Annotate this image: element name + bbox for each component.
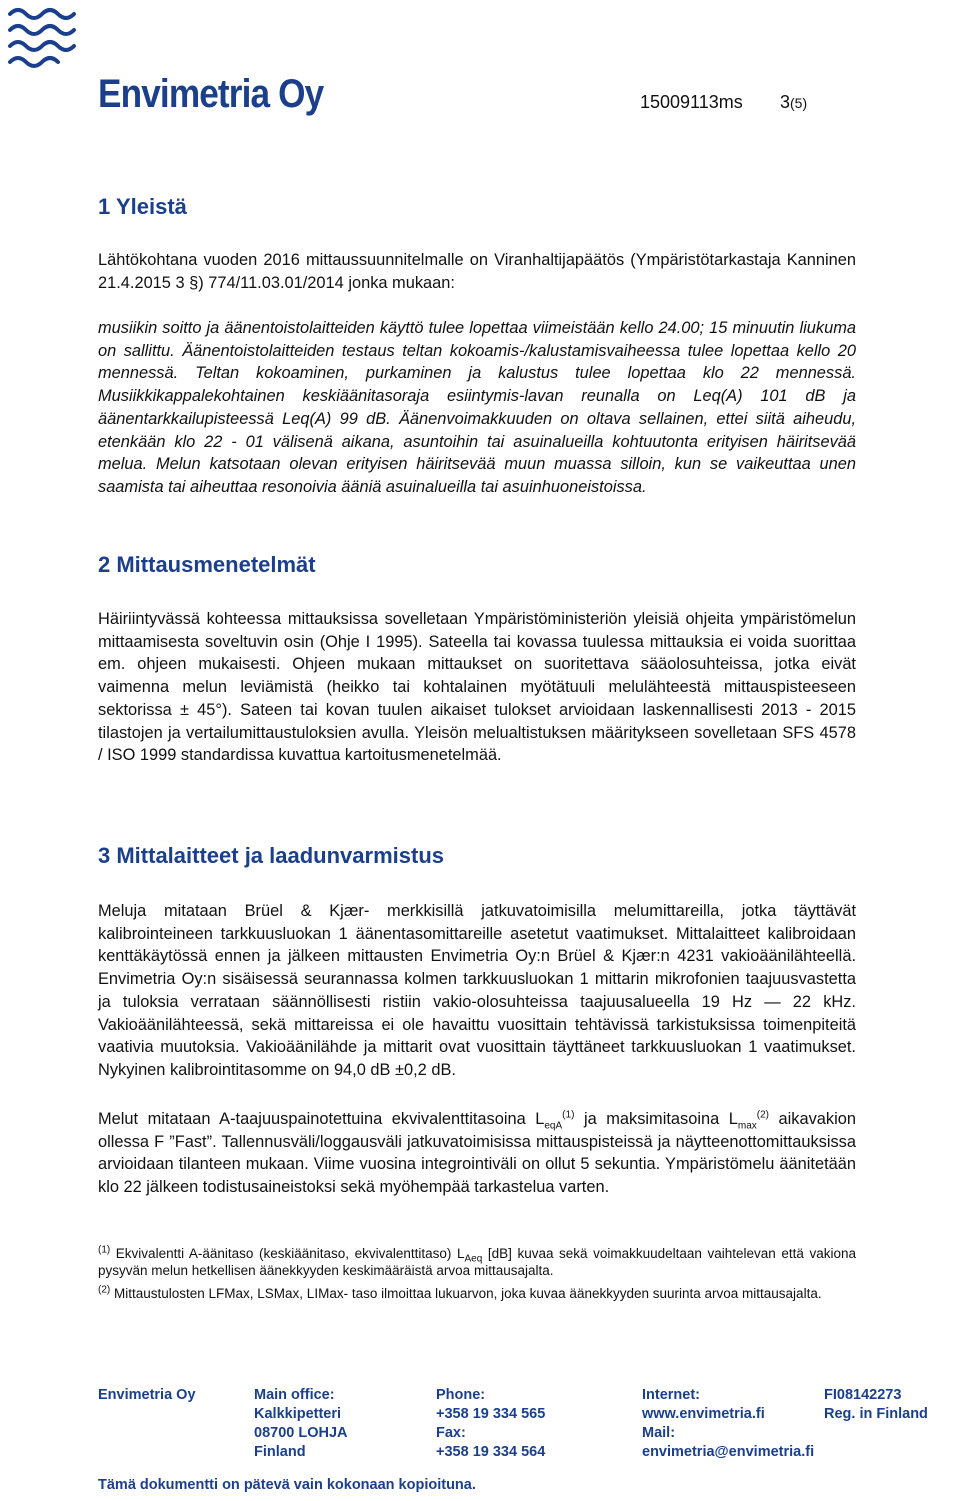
section-1-title: 1 Yleistä bbox=[98, 194, 187, 219]
section-2-title: 2 Mittausmenetelmät bbox=[98, 552, 316, 577]
section-3-text-2: Melut mitataan A-taajuuspainotettuina ekvivalenttitasoina $L_{eqA}^{(1)}$ ja maksimitasoina $L_{max}^{(2)}$ aikavakion ollessa F ”Fast”. Tallennusväli/loggausväli jatkuvatoimisissa mittauspisteissä ja näytteenottomittauksissa arvioidaan tilanteen mukaan. Viime vuosina integrointiväli on ollut 5 sekuntia. Ympäristömelu äänitetään klo 22 jälkeen todistusaineistoksi sekä myöhempää tarkastelua varten. bbox=[98, 1109, 856, 1197]
footer-address: Main office: Kalkkipetteri 08700 LOHJA Finland bbox=[254, 1387, 348, 1460]
company-logo-icon bbox=[4, 0, 84, 80]
website-link[interactable]: www.envimetria.fi bbox=[642, 1406, 765, 1422]
section-1-requirements: musiikin soitto ja äänentoistolaitteiden käyttö tulee lopettaa viimeistään kello 24.00; 15 minuutin liukuma on sallittu. Äänentoistolaitteiden testaus teltan kokoamis-/kalustamisvaiheessa tulee lopettaa kello 20 mennessä. Teltan kokoaminen, purkaminen ja kalustus tulee lopettaa klo 22 mennessä. Musiikkikappalekohtainen keskiäänitasoraja esiintymis-lavan reunalla on Leq(A) 101 dB ja äänentarkkailupisteessä Leq(A) 99 dB. Äänenvoimakkuuden on oltava sellainen, ettei siitä aiheudu, etenkään klo 22 - 01 välisenä aikana, asuntoihin tai asuinalueilla kohtuutonta erityisen häiritsevää melua. Melun katsotaan olevan erityisen häiritsevää muun muassa silloin, kun se vaikeuttaa unen saamista tai aiheuttaa resonoivia ääniä asuinalueilla tai asuinhuoneistoissa. bbox=[98, 319, 856, 496]
footer-phone: Phone: +358 19 334 565 Fax: +358 19 334 564 bbox=[436, 1387, 546, 1460]
section-1-intro: Lähtökohtana vuoden 2016 mittaussuunnitelmalle on Viranhaltijapäätös (Ympäristötarkastaja Kanninen 21.4.2015 3 §) 774/11.03.01/2014 jonka mukaan: bbox=[98, 251, 856, 292]
section-3-text-1: Meluja mitataan Brüel & Kjær- merkkisillä jatkuvatoimisilla melumittareilla, jotka täyttävät kalibrointeineen tarkkuusluokan 1 äänentasomittareille asetetut vaatimukset. Mittalaitteet kalibroidaan kenttäkäytössä ennen ja jälkeen mittausten Envimetria Oy:n Brüel & Kjær:n 4231 vakioäänilähteellä. Envimetria Oy:n sisäisessä seurannassa kolmen tarkkuusluokan 1 mittarin mikrofonien taajuusvastetta ja tuloksia verrataan säännöllisesti ristiin vakio-olosuhteissa taajuusalueella 19 Hz — 22 kHz. Vakioäänilähteessä, sekä mittareissa ei ole havaittu vuosittain tehtävissä tarkistuksissa toimenpiteitä vaativia muutoksia. Vakioäänilähde ja mittarit ovat vuosittain täyttäneet tarkkuusluokan 1 vaatimukset. Nykyinen kalibrointitasomme on 94,0 dB ±0,2 dB. bbox=[98, 902, 856, 1079]
section-2-text: Häiriintyvässä kohteessa mittauksissa sovelletaan Ympäristöministeriön yleisiä ohjeita ympäristömelun mittaamisesta soveltuvin osin (Ohje I 1995). Sateella tai kovassa tuulessa mittauksia ei voida suorittaa em. ohjeen mukaisesti. Ohjeen mukaan mittaukset on suoritettava sääolosuhteissa, jotka eivät vaimenna melun leviämistä (heikko tai kohtalainen myötätuuli melulähteestä mittauspisteeseen sektorissa ± 45°). Sateen tai kovan tuulen aikaiset tulokset arvioidaan laskennallisesti 2013 - 2015 tilastojen ja vertailumittaustuloksien avulla. Yleisön melualtistuksen määritykseen sovelletaan SFS 4578 / ISO 1999 standardissa kuvattua kartoitusmenetelmää. bbox=[98, 610, 856, 765]
footnote-2: $^{(2)}$ Mittaustulosten LFMax, LSMax, LIMax- taso ilmoittaa lukuarvon, joka kuvaa äänekkyyden suurinta arvoa mittausajalta. bbox=[98, 1284, 822, 1301]
footnote-1: $^{(1)}$ Ekvivalentti A-äänitaso (keskiäänitaso, ekvivalenttitaso) $L_{Aeq}$ [dB] kuvaa sekä voimakkuudeltaan vaihtelevan että vakiona pysyvän melun hetkellisen äänekkyyden keskimääräistä arvoa mittausajalta. bbox=[98, 1244, 856, 1278]
page-number: 3(5) bbox=[780, 92, 808, 112]
footer-company: Envimetria Oy bbox=[98, 1387, 196, 1403]
company-name: Envimetria Oy bbox=[98, 72, 324, 116]
email-link[interactable]: envimetria@envimetria.fi bbox=[642, 1444, 815, 1460]
document-number: 15009113ms bbox=[640, 92, 743, 112]
footer-internet: Internet: www.envimetria.fi Mail: envimetria@envimetria.fi bbox=[642, 1387, 815, 1460]
footer-registration: FI08142273 Reg. in Finland bbox=[824, 1387, 928, 1422]
copy-notice: Tämä dokumentti on pätevä vain kokonaan kopioituna. bbox=[98, 1477, 476, 1493]
section-3-title: 3 Mittalaitteet ja laadunvarmistus bbox=[98, 843, 444, 868]
